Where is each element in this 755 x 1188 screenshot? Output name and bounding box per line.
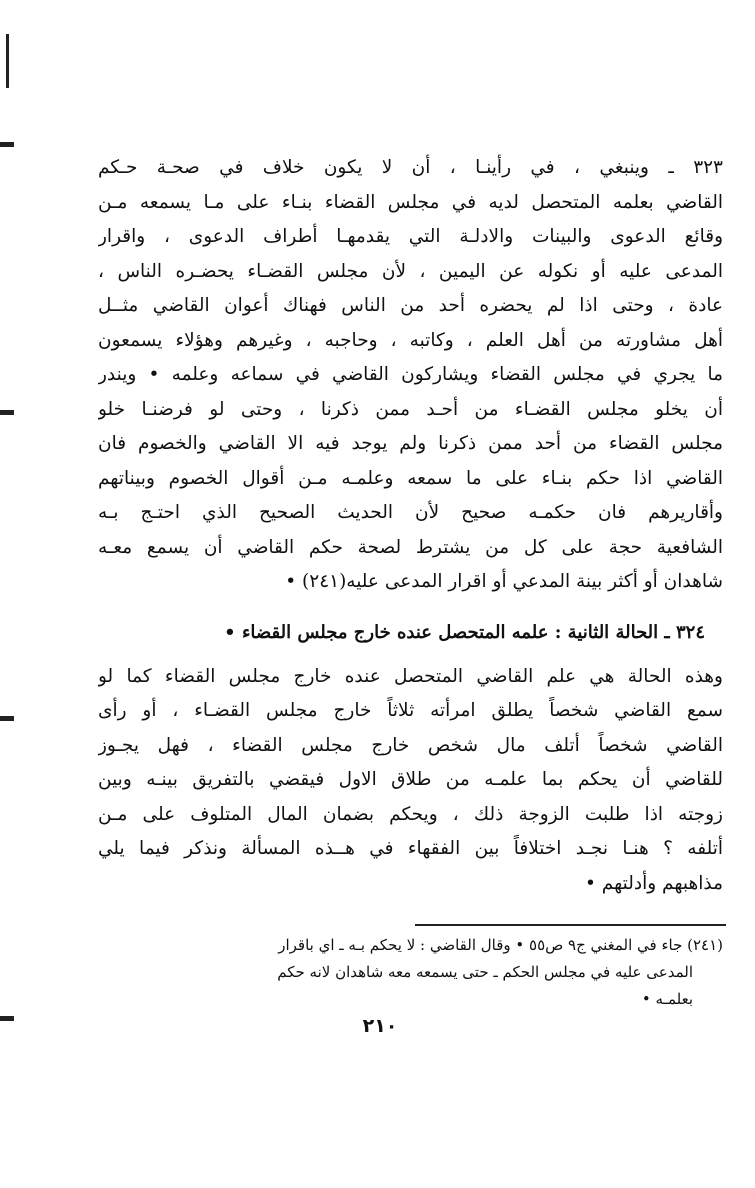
text-line: القاضي اذا حكم بنـاء على ما سمعه وعلمـه مـن أقوال الخصوم وبيناتهم [98, 467, 723, 489]
text-line: أن يخلو مجلس القضـاء من أحـد ممن ذكرنا ، وحتى لو فرضنـا خلو [98, 398, 723, 420]
text-line: زوجته اذا طلبت الزوجة ذلك ، ويحكم بضمان المال المتلوف على مـن [98, 803, 723, 825]
footnote-line: (٢٤١) جاء في المغني ج٩ ص٥٥ • وقال القاضي : لا يحكم بـه ـ اي باقرار [278, 936, 723, 954]
text-line: أتلفه ؟ هنـا نجـد اختلافاً بين الفقهاء في هــذه المسألة ونذكر فيما يلي [98, 838, 723, 859]
edge-mark [0, 1016, 14, 1021]
text-line: القاضي شخصاً أتلف مال شخص خارج مجلس القضاء ، فهل يجـوز [98, 734, 723, 756]
section-324 [98, 616, 723, 901]
text-line: عادة ، وحتى اذا لم يحضره أحد من الناس فهناك أعوان القاضي مثــل [98, 295, 723, 316]
text-line: أهل مشاورته من أهل العلم ، وكاتبه ، وحاجبه ، وغيرهم وهؤلاء يسمعون [98, 329, 723, 351]
section-heading: ٣٢٤ ـ الحالة الثانية : علمه المتحصل عنده خارج مجلس القضاء • [224, 622, 705, 643]
footnote-line: المدعى عليه في مجلس الحكم ـ حتى يسمعه معه شاهدان لانه حكم [277, 963, 693, 981]
text-line: المدعى عليه أو نكوله عن اليمين ، لأن مجلس القضـاء يحضـره الناس ، [98, 260, 723, 282]
margin-rule [6, 34, 9, 88]
text-line: الشافعية حجة على كل من يشترط لصحة حكم القاضي أن يسمع معـه [98, 536, 723, 558]
text-line: مذاهبهم وأدلتهم • [585, 872, 723, 894]
paragraph-323 [98, 151, 723, 600]
edge-mark [0, 716, 14, 721]
text-line: وقائع الدعوى والبينات والادلـة التي يقدمهـا أطراف الدعوى ، واقرار [98, 226, 723, 247]
edge-mark [0, 142, 14, 147]
text-line: للقاضي أن يحكم بما علمـه من طلاق الاول فيقضي بالتفريق بينـه وبين [98, 769, 723, 790]
footnote-divider [415, 924, 726, 926]
footnote [98, 932, 723, 1013]
text-line: ٣٢٣ ـ وينبغي ، في رأينـا ، أن لا يكون خلاف في صحـة حـكم [98, 157, 723, 178]
text-line: وأقاريرهم فان حكمـه صحيح لأن الحديث الصحيح الذي احتـج بـه [98, 502, 723, 523]
text-line: مجلس القضاء من أحد ممن ذكرنا ولم يوجد فيه الا القاضي والخصوم فان [98, 433, 723, 454]
text-line: شاهدان أو أكثر بينة المدعي أو اقرار المدعى عليه(٢٤١) • [285, 571, 723, 592]
text-line: القاضي بعلمه المتحصل لديه في مجلس القضاء بنـاء على مـا يسمعه مـن [98, 191, 723, 213]
text-line: ما يجري في مجلس القضاء ويشاركون القاضي في سماعه وعلمه • ويندر [98, 364, 723, 385]
edge-mark [0, 410, 14, 415]
footnote-line: بعلمـه • [641, 990, 693, 1008]
page-number: ٢١٠ [362, 1015, 398, 1037]
text-line: وهذه الحالة هي علم القاضي المتحصل عنده خارج مجلس القضاء كما لو [98, 665, 723, 687]
text-line: سمع القاضي شخصاً يطلق امرأته ثلاثاً خارج مجلس القضـاء ، أو رأى [98, 700, 723, 721]
